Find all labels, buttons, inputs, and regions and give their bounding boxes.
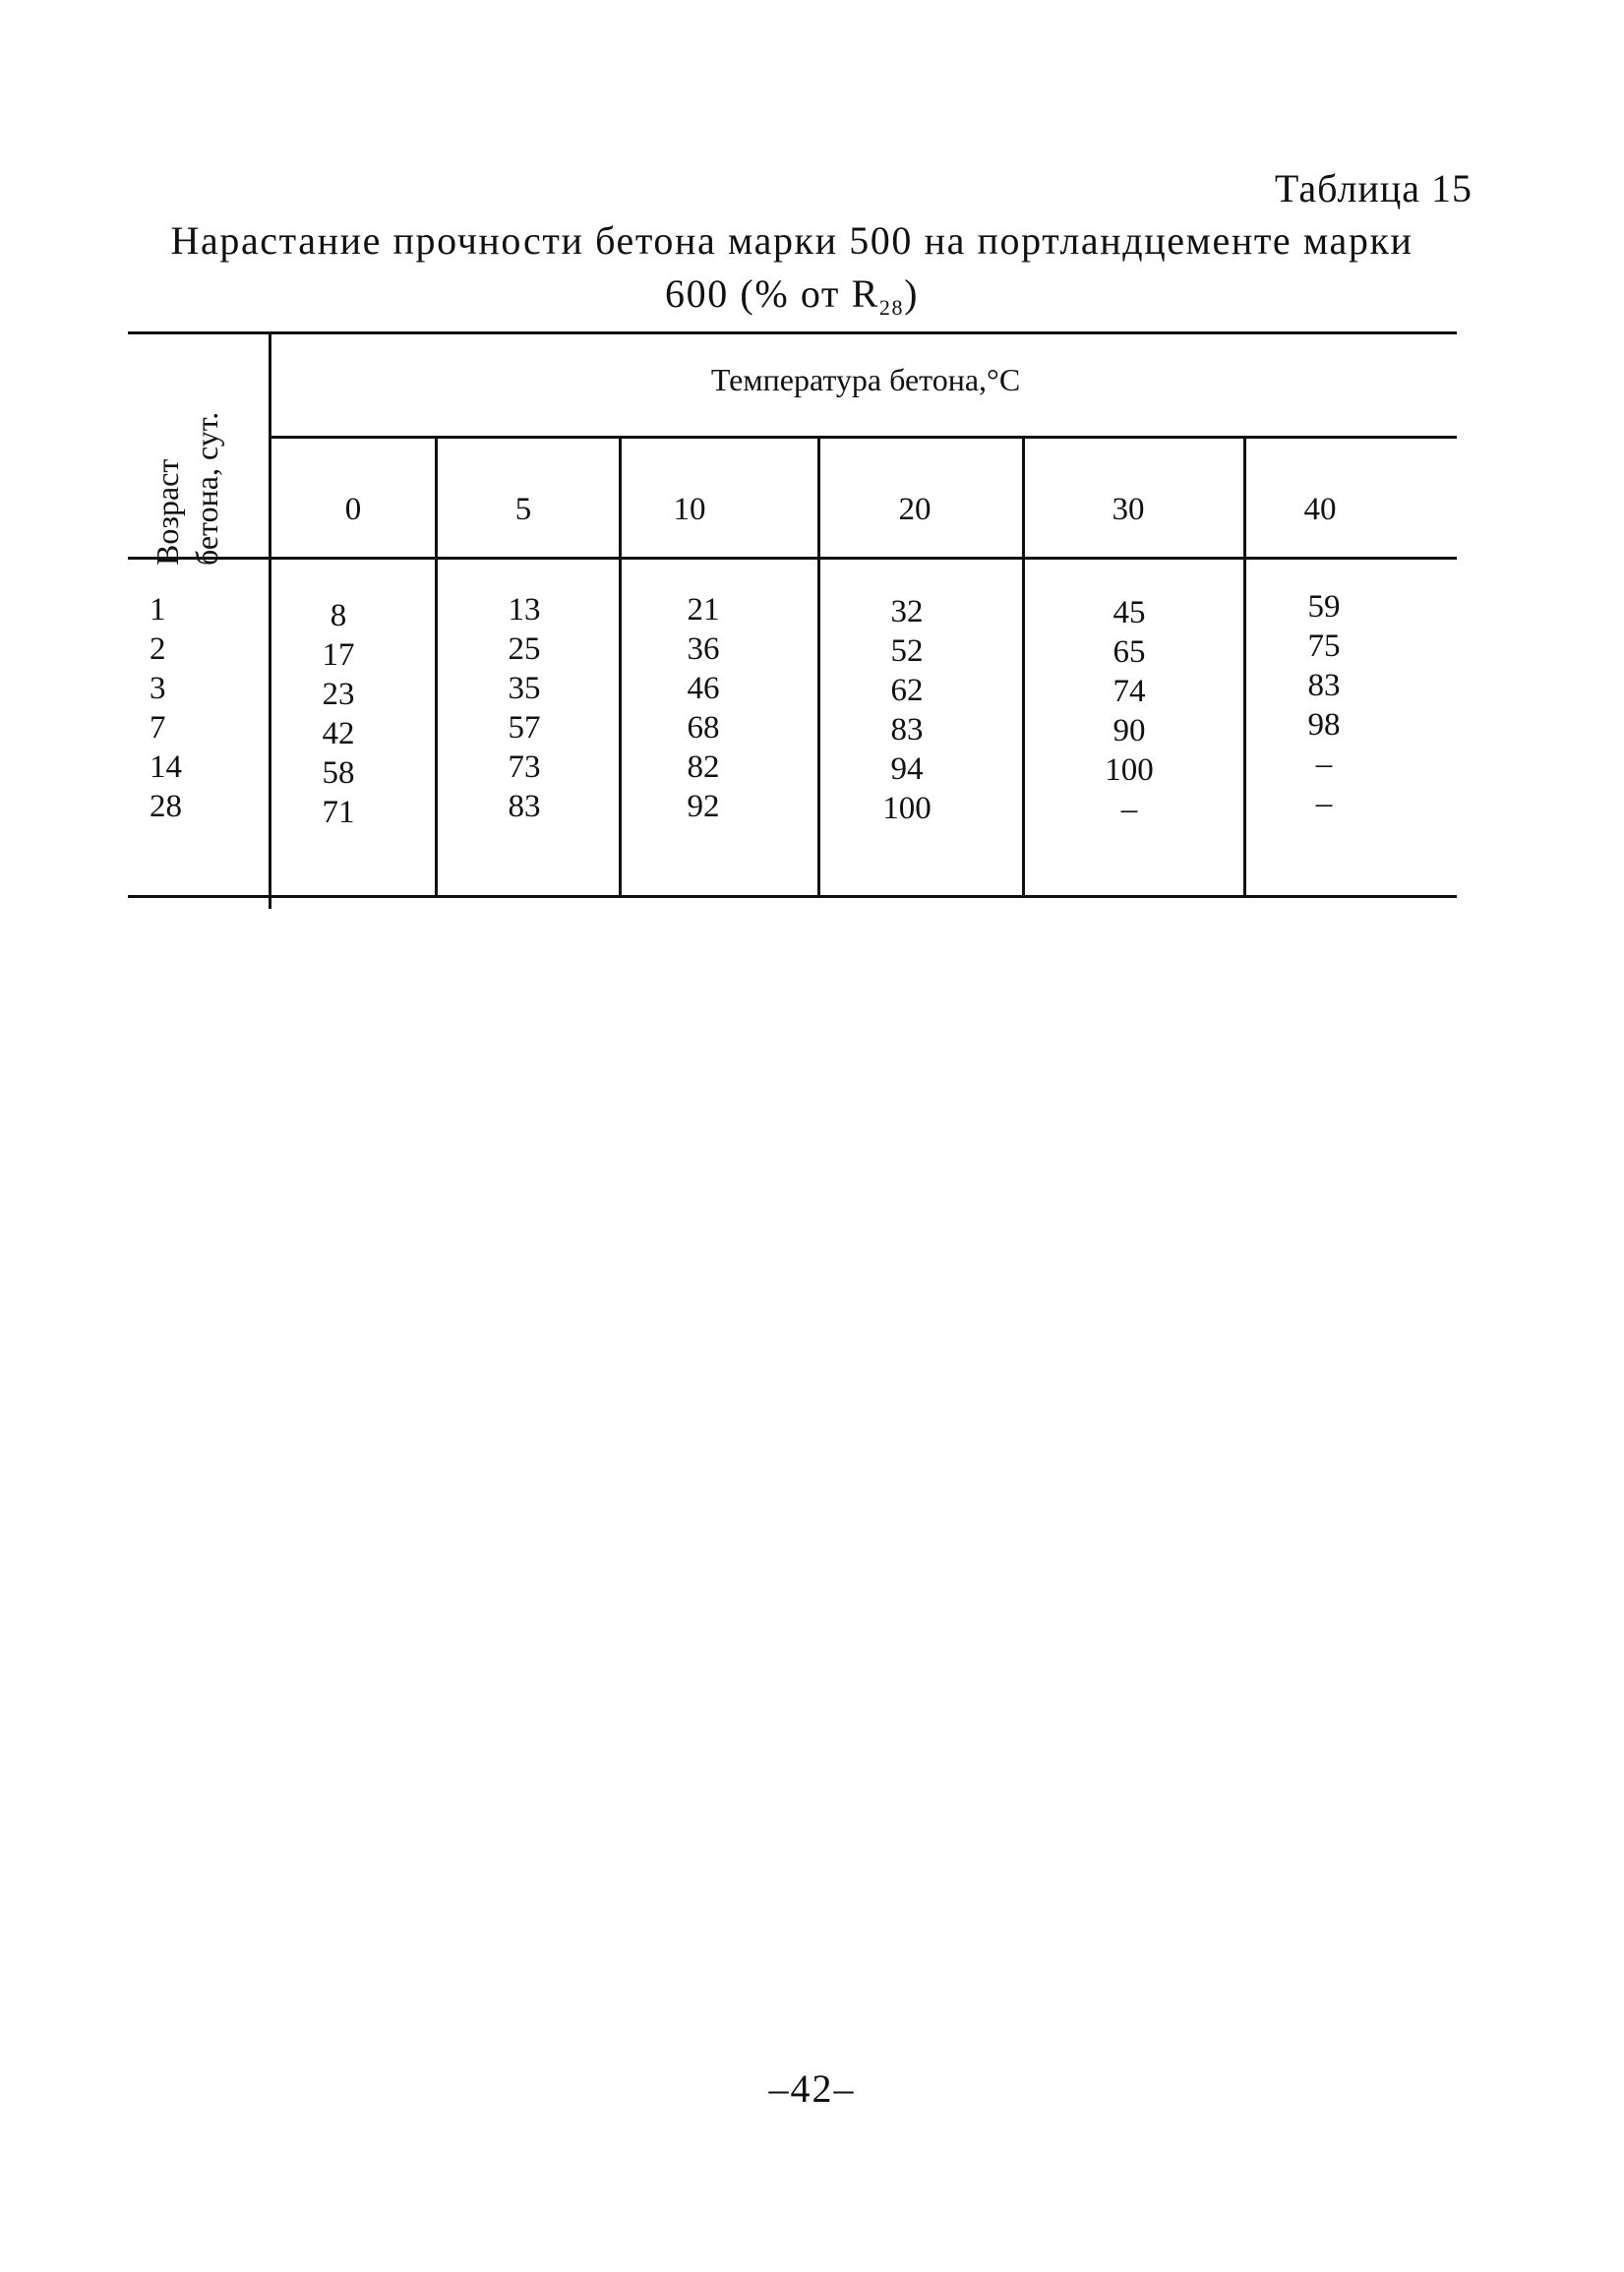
value-cell: 42 [322,716,355,751]
value-cell: 100 [882,791,932,826]
temperature-header-40: 40 [1303,492,1337,527]
stub-column-divider [269,331,271,909]
value-cell: 83 [890,712,924,747]
value-cell: 21 [687,592,720,628]
age-cell: 7 [150,710,166,746]
table-bottom-rule [128,895,1457,898]
temperature-header-5: 5 [514,492,532,527]
column-divider-2 [619,436,622,895]
table-top-rule [128,331,1457,334]
page-number: –42– [768,2066,856,2111]
row-header [148,412,226,566]
title-line2-main: 600 (% от R [665,271,879,316]
temperature-group-header: Температура бетона,°C [710,362,1021,397]
value-cell: 74 [1113,674,1146,709]
value-cell: 62 [890,673,924,708]
value-cell: 98 [1307,707,1341,743]
temperature-header-0: 0 [344,492,362,527]
value-cell: 90 [1113,713,1146,748]
value-cell: 32 [890,594,924,629]
value-cell: 65 [1113,634,1146,670]
row-header-line2: бетона, сут. [189,411,224,566]
value-column-5 [465,590,583,826]
table-title-line1: Нарастание прочности бетона марки 500 на портландцементе марки [170,218,1413,263]
value-cell: 73 [508,749,541,785]
value-cell: 35 [508,671,541,706]
value-cell: 58 [322,755,355,791]
age-cell: 28 [150,789,182,824]
row-header-line1: Возраст [150,458,185,566]
value-cell: 57 [508,710,541,746]
value-cell: 36 [687,631,720,667]
value-cell: 23 [322,677,355,712]
column-divider-4 [1022,436,1025,895]
temperature-header-10: 10 [673,492,706,527]
column-divider-5 [1243,436,1246,895]
value-column-30 [1070,593,1188,829]
age-cell: 1 [150,592,166,628]
value-cell: 17 [322,637,355,673]
value-cell: – [1315,786,1333,821]
table-title-line2 [128,268,1456,327]
value-cell: 59 [1307,589,1341,625]
value-cell: 46 [687,671,720,706]
column-divider-1 [435,436,438,895]
age-cell: 3 [150,671,166,706]
title-line2-end: ) [904,271,919,316]
age-cell: 2 [150,631,166,667]
value-cell: 52 [890,633,924,669]
value-column-40 [1265,587,1383,823]
value-cell: 92 [687,789,720,824]
temperature-header-30: 30 [1112,492,1145,527]
value-cell: 68 [687,710,720,746]
value-cell: 75 [1307,628,1341,664]
value-column-20 [848,592,966,828]
value-cell: 13 [508,592,541,628]
column-divider-3 [817,436,820,895]
table-title [128,214,1456,327]
value-column-10 [644,590,762,826]
age-column [150,590,182,826]
value-cell: 100 [1105,752,1154,788]
value-cell: 82 [687,749,720,785]
title-subscript: 28 [878,295,905,320]
value-cell: 25 [508,631,541,667]
value-cell: 71 [322,795,355,830]
value-cell: – [1120,792,1138,827]
value-cell: – [1315,747,1333,782]
header-bottom-rule [128,557,1457,560]
value-cell: 8 [330,598,347,633]
value-cell: 83 [508,789,541,824]
group-header-rule [271,436,1457,439]
temperature-header-20: 20 [898,492,932,527]
value-cell: 83 [1307,668,1341,703]
value-cell: 94 [890,751,924,787]
value-column-0 [279,596,397,832]
table-label: Таблица 15 [1274,166,1473,210]
value-cell: 45 [1113,595,1146,630]
age-cell: 14 [150,749,182,785]
